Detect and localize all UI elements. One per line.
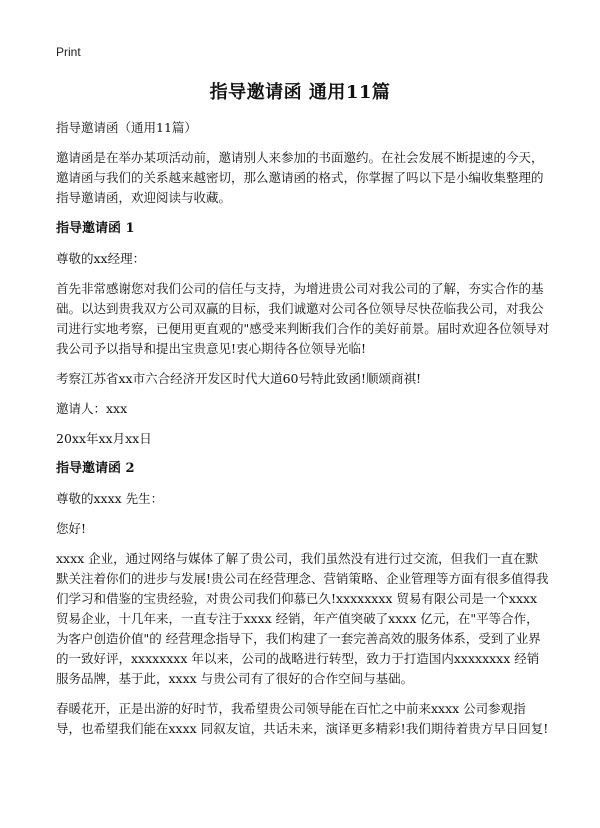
document-body	[56, 118, 550, 749]
section-heading-2: 指导邀请函 2	[56, 461, 135, 476]
salutation-2: 尊敬的xxxx 先生：	[56, 491, 164, 506]
intro-paragraph: 邀请函是在举办某项活动前，邀请别人来参加的书面邀约。在社会发展不断提速的今天，邀请函与我们的关系越来越密切，那么邀请函的格式，你掌握了吗以下是小编收集整理的指导邀请函，欢迎阅读与收藏。	[56, 150, 544, 205]
address-line: 考察江苏省xx市六合经济开发区时代大道60号特此致函!顺颂商祺!	[56, 371, 422, 386]
document-subtitle: 指导邀请函（通用11篇）	[56, 120, 197, 135]
document-title: 指导邀请函 通用11篇	[209, 82, 391, 103]
date-line: 20xx年xx月xx日	[56, 431, 152, 446]
body-paragraph-2: xxxx 企业，通过网络与媒体了解了贵公司，我们虽然没有进行过交流，但我们一直在默默关注着你们的进步与发展!贵公司在经营理念、营销策略、企业管理等方面有很多值得我们学习和借鉴的宝贵经验，对贵公司我们仰慕已久!xxxxxxxx 贸易有限公司是一个xxxx 贸易企业，十几年来，一直专注于xxxx 经销，年产值突破了xxxx 亿元，在"平等合作，为客户创造价值"的 经营理念指导下，我们构建了一套完善高效的服务体系，受到了业界的一致好评，xxxxxxxx 年以来，公司的战略进行转型，致力于打造国内xxxxxxxx 经销服务品牌，基于此，xxxx 与贵公司有了很好的合作空间与基础。	[56, 551, 549, 686]
body-paragraph-3: 春暖花开，正是出游的好时节，我希望贵公司领导能在百忙之中前来xxxx 公司参观指导，也希望我们能在xxxx 同叙友谊，共话未来，演译更多精彩!我们期待着贵方早日回复!	[56, 701, 549, 736]
greeting-2: 您好!	[56, 521, 87, 536]
section-heading-1: 指导邀请函 1	[56, 221, 135, 236]
print-link[interactable]: Print	[56, 45, 81, 59]
body-paragraph-1: 首先非常感谢您对我们公司的信任与支持，为增进贵公司对我公司的了解，夯实合作的基础。以达到贵我双方公司双赢的目标，我们诚邀对公司各位领导尽快莅临我公司，对我公司进行实地考察，已便用更直观的"感受来判断我们合作的美好前景。届时欢迎各位领导对我公司予以指导和提出宝贵意见!衷心期待各位领导光临!	[56, 281, 550, 356]
salutation-1: 尊敬的xx经理：	[56, 251, 146, 266]
inviter-line: 邀请人：xxx	[56, 401, 128, 416]
